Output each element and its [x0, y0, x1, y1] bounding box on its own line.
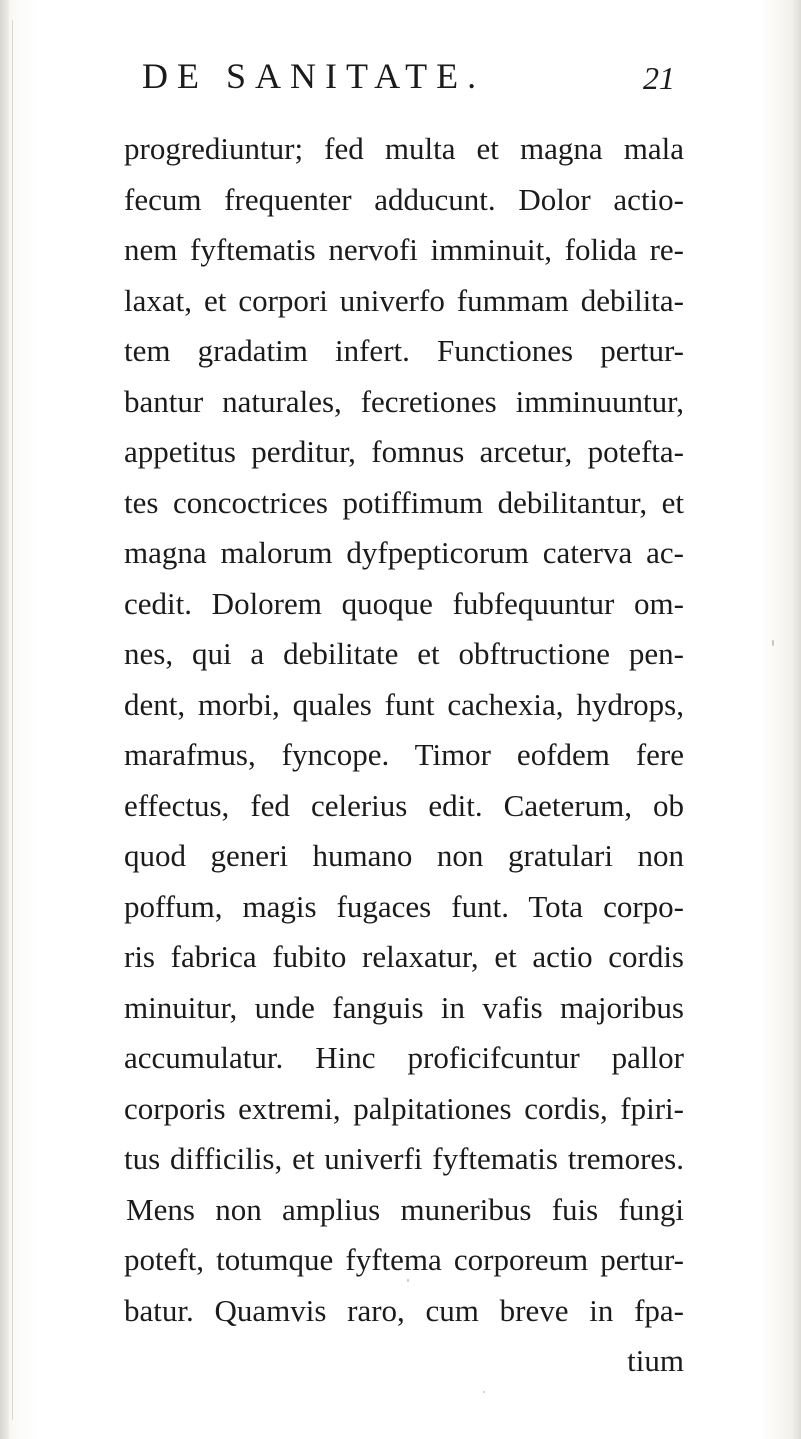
- page-header: [0, 56, 801, 100]
- text-line: fecum frequenter adducunt. Dolor actio-: [124, 181, 684, 217]
- text-line: progrediuntur; fed multa et magna mala: [124, 131, 684, 166]
- text-line: poteft, totumque fyftema corporeum pertur-: [124, 1242, 684, 1277]
- text-line: accumulatur. Hinc proficifcuntur pallor: [124, 1040, 684, 1075]
- paper-fleck: [483, 1391, 485, 1393]
- text-line: minuitur, unde fanguis in vafis majoribus: [124, 989, 684, 1025]
- text-line: Mens non amplius muneribus fuis fungi: [126, 1191, 684, 1227]
- text-line: appetitus perditur, fomnus arcetur, potefta-: [124, 434, 684, 469]
- text-line: poffum, magis fugaces funt. Tota corpo-: [124, 888, 684, 924]
- text-line: magna malorum dyfpepticorum caterva ac-: [124, 535, 684, 570]
- text-line: ris fabrica fubito relaxatur, et actio cordis: [124, 939, 684, 974]
- text-line: effectus, fed celerius edit. Caeterum, ob: [124, 787, 684, 823]
- text-line: tus difficilis, et univerfi fyftematis tremores.: [124, 1141, 684, 1176]
- body-text: [124, 124, 684, 1387]
- running-title: DE SANITATE.: [142, 56, 486, 96]
- page-number: 21: [643, 60, 675, 96]
- catchword: tium: [627, 1343, 684, 1378]
- page-gutter-shadow: [0, 0, 9, 1439]
- gutter-line: [12, 20, 13, 1420]
- paper-fleck: [407, 1279, 409, 1282]
- text-line: dent, morbi, quales funt cachexia, hydrops,: [124, 686, 684, 722]
- text-line: cedit. Dolorem quoque fubfequuntur om-: [124, 585, 684, 621]
- page-edge-shadow: [791, 0, 801, 1439]
- text-line: tem gradatim infert. Functiones pertur-: [124, 333, 684, 368]
- text-line: corporis extremi, palpitationes cordis, fpiri-: [124, 1090, 684, 1126]
- text-line: marafmus, fyncope. Timor eofdem fere: [124, 737, 684, 772]
- text-line: bantur naturales, fecretiones imminuuntur,: [124, 383, 684, 419]
- text-line: batur. Quamvis raro, cum breve in fpa-: [124, 1292, 684, 1328]
- text-line: nes, qui a debilitate et obftructione pen-: [124, 636, 684, 671]
- text-line: quod generi humano non gratulari non: [124, 838, 684, 873]
- paper-fleck: [772, 640, 774, 646]
- text-line: tes concoctrices potiffimum debilitantur, et: [124, 484, 684, 520]
- text-line: nem fyftematis nervofi imminuit, folida re-: [124, 232, 684, 267]
- text-line: laxat, et corpori univerfo fummam debilita-: [124, 282, 684, 318]
